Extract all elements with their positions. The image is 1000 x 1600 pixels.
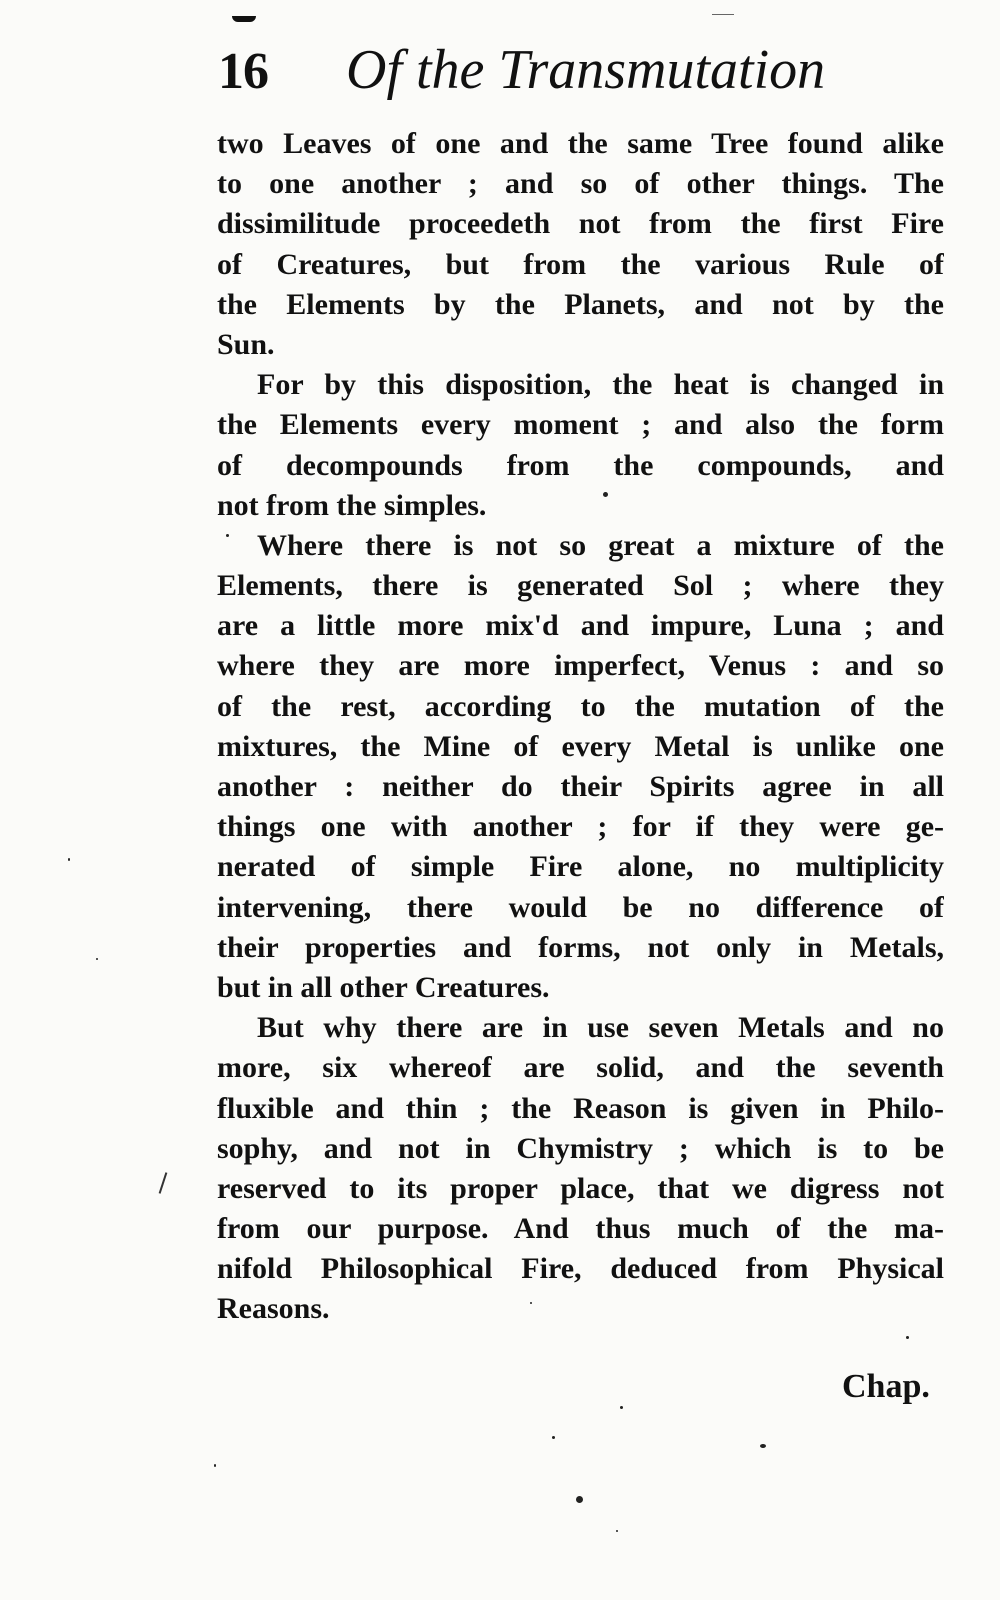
text-line: things one with another ; for if they were ge- — [217, 810, 944, 844]
text-line: are a little more mix'd and impure, Luna ; and — [217, 609, 944, 643]
ink-speck — [760, 1444, 766, 1448]
ink-speck — [906, 1336, 909, 1339]
margin-mark — [159, 1172, 168, 1194]
text-line: fluxible and thin ; the Reason is given in Philo- — [217, 1091, 944, 1125]
body-text — [217, 124, 944, 1330]
text-line: not from the simples. — [217, 488, 487, 522]
text-line: more, six whereof are solid, and the seventh — [217, 1051, 944, 1085]
ink-speck — [530, 1302, 532, 1304]
text-line: of Creatures, but from the various Rule of — [217, 247, 944, 281]
page-number: 16 — [218, 43, 268, 100]
text-line: reserved to its proper place, that we digress not — [217, 1171, 944, 1205]
ink-speck — [226, 534, 229, 537]
print-mark — [232, 16, 256, 22]
ink-speck — [552, 1436, 555, 1439]
page-header — [218, 38, 948, 108]
ink-speck — [68, 858, 70, 861]
text-line: Sun. — [217, 327, 275, 361]
text-line: Reasons. — [217, 1292, 330, 1326]
text-line: dissimilitude proceedeth not from the first Fire — [217, 207, 944, 241]
text-line: But why there are in use seven Metals and no — [257, 1011, 944, 1045]
text-line: their properties and forms, not only in Metals, — [217, 930, 944, 964]
text-line: For by this disposition, the heat is changed in — [257, 368, 944, 402]
text-line: two Leaves of one and the same Tree found alike — [217, 127, 944, 160]
text-line: but in all other Creatures. — [217, 970, 550, 1004]
catchword: Chap. — [842, 1368, 930, 1405]
text-line: of decompounds from the compounds, and — [217, 448, 944, 482]
text-line: Elements, there is generated Sol ; where they — [217, 569, 944, 603]
ink-speck — [96, 958, 98, 960]
text-line: intervening, there would be no difference of — [217, 890, 944, 924]
text-line: nerated of simple Fire alone, no multiplicity — [217, 850, 944, 884]
ink-speck — [576, 1496, 583, 1503]
ink-speck — [620, 1406, 623, 1409]
text-line: mixtures, the Mine of every Metal is unlike one — [217, 729, 944, 763]
text-line: sophy, and not in Chymistry ; which is to be — [217, 1131, 944, 1165]
text-line: another : neither do their Spirits agree in all — [217, 770, 944, 803]
ink-speck — [616, 1530, 618, 1532]
text-line: from our purpose. And thus much of the ma- — [217, 1212, 944, 1246]
text-line: to one another ; and so of other things. The — [217, 167, 944, 201]
text-line: the Elements every moment ; and also the form — [217, 408, 944, 442]
ink-speck — [214, 1464, 216, 1467]
text-line: nifold Philosophical Fire, deduced from Physical — [217, 1252, 944, 1286]
running-title: Of the Transmutation — [346, 39, 826, 101]
print-mark — [712, 14, 734, 15]
text-line: Where there is not so great a mixture of the — [257, 528, 944, 562]
text-line: the Elements by the Planets, and not by the — [217, 287, 944, 321]
text-line: of the rest, according to the mutation of the — [217, 689, 944, 723]
ink-speck — [603, 492, 608, 497]
text-line: where they are more imperfect, Venus : and so — [217, 649, 944, 683]
